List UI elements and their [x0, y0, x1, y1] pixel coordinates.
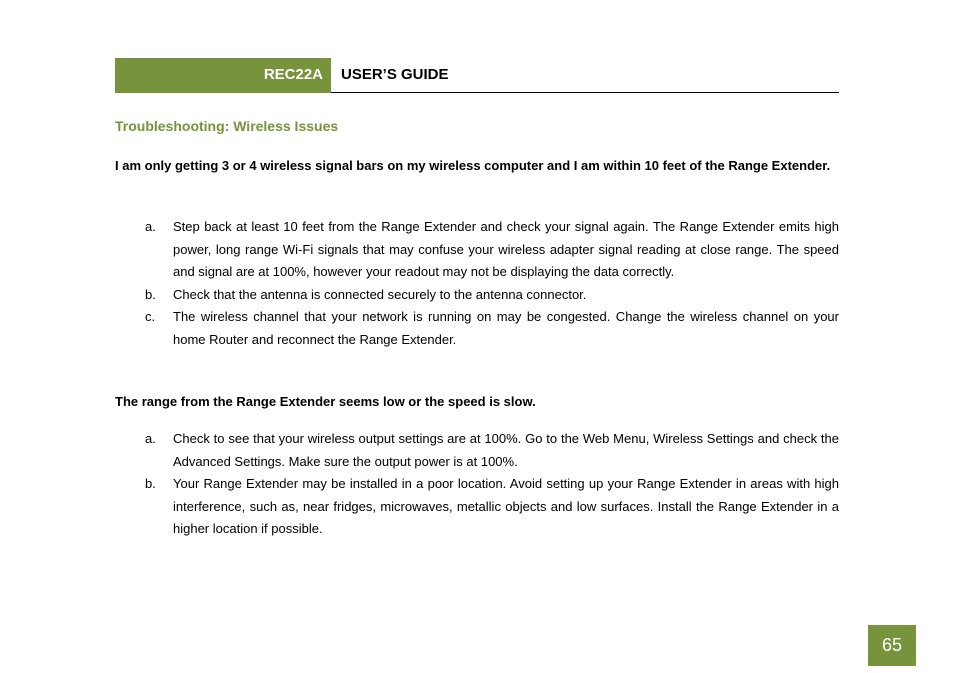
- answer-marker: b.: [145, 286, 156, 302]
- answer-item: [115, 473, 839, 541]
- issue-question: The range from the Range Extender seems low or the speed is slow.: [115, 394, 536, 409]
- header-divider: [331, 92, 839, 93]
- answer-text: The wireless channel that your network is running on may be congested. Change the wireless channel on your home Router and reconnect the Range Extender.: [173, 309, 839, 347]
- answer-text: Check to see that your wireless output settings are at 100%. Go to the Web Menu, Wireless Settings and check the Advanced Settings. Make sure the output power is at 100%.: [173, 431, 839, 469]
- answer-marker: a.: [145, 431, 156, 446]
- answer-marker: c.: [145, 309, 156, 324]
- answer-text: Step back at least 10 feet from the Range Extender and check your signal again. The Range Extender emits high power, long range Wi-Fi signals that may confuse your wireless adapter signal reading at close range. The speed and signal are at 100%, however your readout may not be displaying the data correctly.: [173, 219, 839, 279]
- answer-item: [115, 284, 839, 307]
- page-number: 65: [868, 625, 916, 666]
- header-model-bar: [115, 58, 331, 93]
- answer-item: [115, 216, 839, 284]
- answer-marker: b.: [145, 476, 156, 491]
- issue-question: I am only getting 3 or 4 wireless signal bars on my wireless computer and I am within 10 feet of the Range Extender.: [115, 158, 831, 173]
- answer-item: [115, 306, 839, 351]
- answer-list: [115, 216, 839, 351]
- header-model-label: REC22A: [263, 66, 323, 83]
- section-title: Troubleshooting: Wireless Issues: [115, 118, 339, 134]
- answer-text: Check that the antenna is connected securely to the antenna connector.: [173, 286, 587, 302]
- header-title: USER’S GUIDE: [341, 66, 449, 83]
- answer-marker: a.: [145, 219, 156, 234]
- answer-list: [115, 428, 839, 541]
- answer-text: Your Range Extender may be installed in a poor location. Avoid setting up your Range Extender in areas with high interference, such as, near fridges, microwaves, metallic objects and low surfaces. Install the Range Extender in a higher location if possible.: [173, 476, 839, 536]
- answer-item: [115, 428, 839, 473]
